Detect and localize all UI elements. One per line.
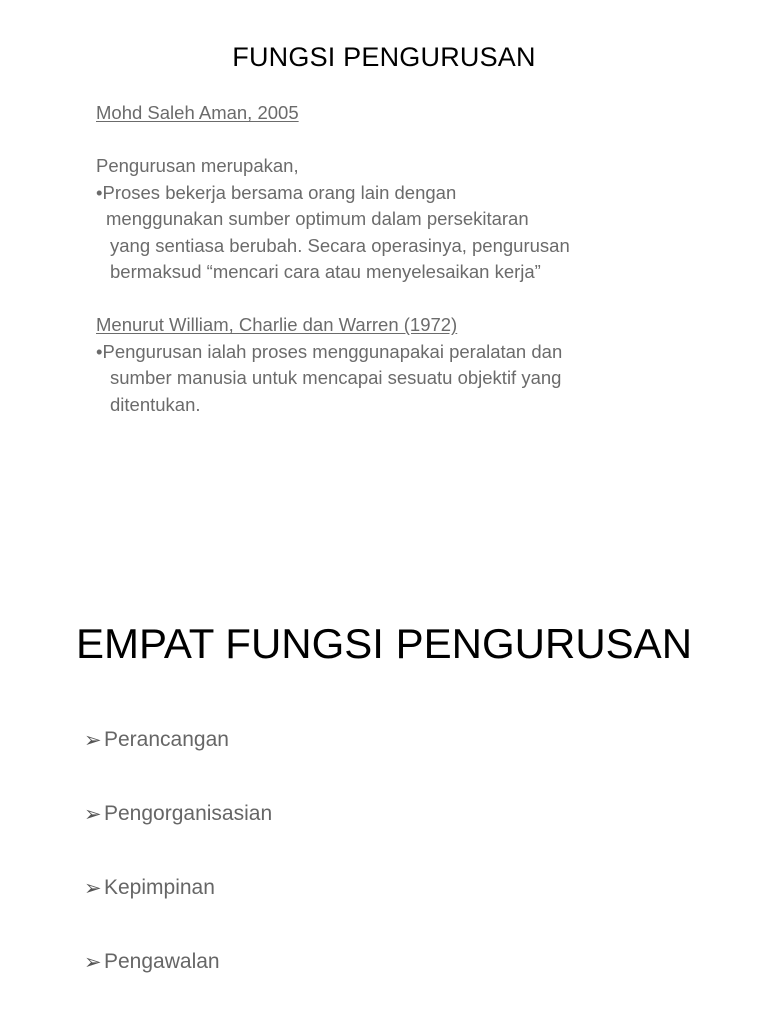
bullet-text-line: yang sentiasa berubah. Secara operasinya, pengurusan [110,234,570,256]
function-list [84,728,272,1024]
slide-title: FUNGSI PENGURUSAN [232,42,536,72]
citation-mohd-saleh-aman: Mohd Saleh Aman, 2005 [96,102,299,123]
list-item-label: Perancangan [104,728,229,751]
arrow-bullet-icon: ➢ [84,877,102,900]
list-item-label: Pengorganisasian [104,802,273,825]
citation-william-charlie-warren: Menurut William, Charlie dan Warren (1972) [96,314,458,335]
arrow-bullet-icon: ➢ [84,951,102,974]
bullet-text-line: •Proses bekerja bersama orang lain dengan [96,181,457,203]
slide-empat-fungsi [0,512,768,1024]
bullet-text-line: sumber manusia untuk mencapai sesuatu objektif yang [110,367,562,388]
list-item-label: Pengawalan [104,950,220,973]
arrow-bullet-icon: ➢ [84,729,102,752]
slide-body [96,100,716,418]
spacer [96,127,716,154]
list-item [84,950,272,1024]
bullet-text-line: ditentukan. [110,393,201,415]
bullet-text-line: bermaksud “mencari cara atau menyelesaikan kerja” [110,261,541,282]
list-item [84,728,272,802]
slide-title: EMPAT FUNGSI PENGURUSAN [75,620,693,667]
spacer [96,286,716,313]
bullet-text-line: •Pengurusan ialah proses menggunapakai peralatan dan [96,340,563,362]
list-item [84,876,272,950]
list-item-label: Kepimpinan [104,876,215,899]
arrow-bullet-icon: ➢ [84,803,102,826]
list-item [84,802,272,876]
intro-text: Pengurusan merupakan, [96,155,299,176]
bullet-text-line: menggunakan sumber optimum dalam persekitaran [106,208,529,229]
